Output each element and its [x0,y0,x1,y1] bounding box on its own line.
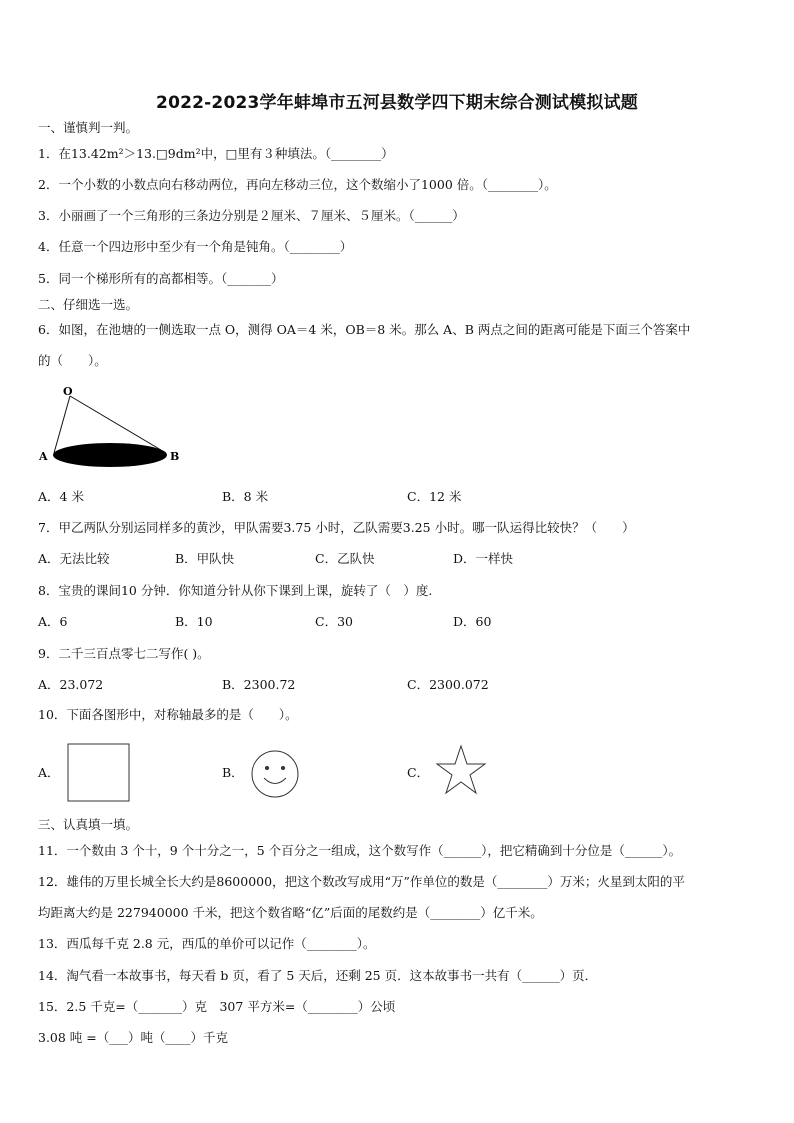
q8-option-a: A．6 [38,614,68,629]
q6-option-a: A．4 米 [38,489,84,504]
question-12-line-1: 12．雄伟的万里长城全长大约是8600000，把这个数改写成用“万”作单位的数是（________）万米；火星到太阳的平 [38,874,685,889]
q9-option-c: C．2300.072 [407,677,489,692]
smiley-face-shape [250,749,300,799]
section-2-heading: 二、仔细选一选。 [38,297,139,312]
q7-option-a: A．无法比较 [38,551,110,566]
section-1-heading: 一、谨慎判一判。 [38,120,139,135]
question-14: 14．淘气看一本故事书，每天看 b 页，看了 5 天后，还剩 25 页．这本故事书一共有（______）页． [38,968,598,983]
question-6-line-2: 的（ ）。 [38,353,107,368]
pond-shape [53,443,167,467]
q9-option-b: B．2300.72 [222,677,296,692]
page-title: 2022-2023学年蚌埠市五河县数学四下期末综合测试模拟试题 [156,93,638,113]
question-1: 1．在13.42m²＞13.□9dm²中，□里有３种填法。（________） [38,146,394,161]
question-3: 3．小丽画了一个三角形的三条边分别是２厘米、７厘米、５厘米。（______） [38,208,465,223]
q9-option-a: A．23.072 [38,677,104,692]
q10-option-b: B． [222,765,244,780]
question-8: 8．宝贵的课间10 分钟．你知道分针从你下课到上课，旋转了（ ）度. [38,583,433,598]
q10-option-a: A． [38,765,60,780]
q8-option-b: B．10 [175,614,213,629]
q7-option-b: B．甲队快 [175,551,235,566]
question-5: 5．同一个梯形所有的高都相等。（_______） [38,271,284,286]
star-shape [435,744,487,796]
segment-oa [54,396,70,453]
question-4: 4．任意一个四边形中至少有一个角是钝角。（________） [38,239,353,254]
q6-option-c: C．12 米 [407,489,462,504]
question-15-line-1: 15．2.5 千克=（_______）克 307 平方米=（________）公顷 [38,999,396,1014]
question-2: 2．一个小数的小数点向右移动两位，再向左移动三位，这个数缩小了1000 倍。（________）。 [38,177,557,192]
question-10: 10．下面各图形中，对称轴最多的是（ ）。 [38,707,298,722]
label-o: O [63,385,73,398]
q8-option-c: C．30 [315,614,353,629]
q6-option-b: B．8 米 [222,489,269,504]
square-shape [67,743,131,803]
q8-option-d: D．60 [453,614,492,629]
q7-option-d: D．一样快 [453,551,514,566]
question-12-line-2: 均距离大约是 227940000 千米，把这个数省略“亿”后面的尾数约是（________）亿千米。 [38,905,543,920]
pond-figure [34,383,184,473]
q7-option-c: C．乙队快 [315,551,375,566]
section-3-heading: 三、认真填一填。 [38,817,139,832]
q10-option-c: C． [407,765,430,780]
question-6-line-1: 6．如图，在池塘的一侧选取一点 O，测得 OA＝4 米，OB＝8 米。那么 A、B 两点之间的距离可能是下面三个答案中 [38,322,691,337]
question-15-line-2: 3.08 吨 =（___）吨（____）千克 [38,1030,229,1045]
label-b: B [170,450,180,463]
question-7: 7．甲乙两队分别运同样多的黄沙，甲队需要3.75 小时，乙队需要3.25 小时。哪一队运得比较快？（ ） [38,520,635,535]
question-13: 13．西瓜每千克 2.8 元，西瓜的单价可以记作（________）。 [38,936,376,951]
question-11: 11．一个数由 3 个十，9 个十分之一，5 个百分之一组成，这个数写作（______），把它精确到十分位是（______）。 [38,843,682,858]
question-9: 9．二千三百点零七二写作( )。 [38,646,210,661]
label-a: A [39,450,48,463]
